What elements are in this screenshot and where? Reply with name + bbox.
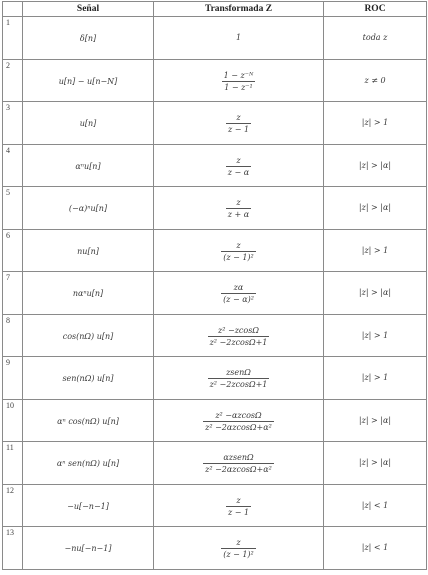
roc-cell: |z| > |α| [324,399,427,442]
roc-cell: |z| > |α| [324,442,427,485]
row-number: 3 [3,102,23,145]
table-row [3,399,427,442]
fraction-denominator: (z − 1)² [223,252,254,262]
transform-value: 1 [235,33,242,43]
transform-cell [154,144,324,187]
table-row [3,17,427,60]
fraction-numerator: αzsenΩ [203,453,274,464]
row-number: 11 [3,442,23,485]
fraction-denominator: 1 − z⁻¹ [224,82,253,92]
signal-cell: αⁿu[n] [23,144,154,187]
transform-cell [154,102,324,145]
table-row [3,102,427,145]
roc-cell: |z| > 1 [324,102,427,145]
table-row [3,357,427,400]
fraction-numerator: 1 − z⁻ᴺ [223,70,254,80]
fraction-denominator: z² −2αzcosΩ+α² [205,465,272,475]
roc-cell: |z| > |α| [324,272,427,315]
header-transform: Transformada Z [154,2,324,17]
fraction-numerator: z² −zcosΩ [208,326,270,337]
transform-cell [154,442,324,485]
fraction-numerator: zα [221,283,256,294]
transform-fraction [208,366,270,389]
roc-cell: |z| > |α| [324,187,427,230]
transform-cell [154,357,324,400]
row-number: 12 [3,484,23,527]
transform-cell [154,399,324,442]
transform-cell [154,272,324,315]
table-row [3,484,427,527]
signal-cell: δ[n] [23,17,154,60]
signal-cell: −u[−n−1] [23,484,154,527]
fraction-numerator: z [226,198,251,209]
fraction-denominator: z − 1 [227,125,250,135]
transform-cell [154,484,324,527]
fraction-denominator: z − 1 [227,507,250,517]
table-row [3,229,427,272]
roc-cell: |z| > 1 [324,357,427,400]
fraction-denominator: z² −2αzcosΩ+α² [205,422,272,432]
signal-cell: nαⁿu[n] [23,272,154,315]
transform-fraction [226,494,251,517]
fraction-numerator: z [221,538,256,549]
transform-cell [154,314,324,357]
fraction-denominator: z² −2zcosΩ+1 [209,337,268,347]
roc-cell: |z| > 1 [324,229,427,272]
roc-cell: z ≠ 0 [324,59,427,102]
fraction-denominator: z + α [227,210,250,220]
transform-fraction [226,196,251,219]
signal-cell: sen(nΩ) u[n] [23,357,154,400]
header-roc: ROC [324,2,427,17]
header-number [3,2,23,17]
signal-cell: −nu[−n−1] [23,527,154,570]
transform-fraction [203,451,274,474]
transform-cell [154,17,324,60]
roc-cell: |z| < 1 [324,484,427,527]
transform-fraction [222,69,256,92]
table-row [3,442,427,485]
signal-cell: u[n] − u[n−N] [23,59,154,102]
transform-fraction [226,154,251,177]
fraction-numerator: z [226,496,251,507]
table-row [3,527,427,570]
signal-cell: αⁿ cos(nΩ) u[n] [23,399,154,442]
table-row [3,187,427,230]
fraction-numerator: zsenΩ [208,368,270,379]
fraction-numerator: z² −αzcosΩ [203,411,274,422]
row-number: 13 [3,527,23,570]
signal-cell: u[n] [23,102,154,145]
roc-cell: |z| < 1 [324,527,427,570]
row-number: 5 [3,187,23,230]
transform-fraction [203,409,274,432]
transform-fraction [208,324,270,347]
transform-fraction [221,281,256,304]
fraction-denominator: z − α [227,167,250,177]
row-number: 2 [3,59,23,102]
transform-fraction [221,536,256,559]
signal-cell: αⁿ sen(nΩ) u[n] [23,442,154,485]
row-number: 7 [3,272,23,315]
transform-cell [154,187,324,230]
signal-cell: (−α)ⁿu[n] [23,187,154,230]
header-row [3,2,427,17]
row-number: 10 [3,399,23,442]
roc-cell: |z| > |α| [324,144,427,187]
transform-cell [154,229,324,272]
fraction-numerator: z [226,156,251,167]
table-row [3,272,427,315]
fraction-denominator: (z − α)² [223,295,254,305]
row-number: 9 [3,357,23,400]
transform-cell [154,59,324,102]
table-row [3,144,427,187]
fraction-numerator: z [221,241,256,252]
row-number: 6 [3,229,23,272]
fraction-denominator: (z − 1)² [223,550,254,560]
fraction-denominator: z² −2zcosΩ+1 [209,380,268,390]
row-number: 1 [3,17,23,60]
row-number: 4 [3,144,23,187]
fraction-numerator: z [226,113,251,124]
transform-cell [154,527,324,570]
transform-fraction [226,111,251,134]
signal-cell: nu[n] [23,229,154,272]
z-transform-table [2,1,427,570]
header-signal: Señal [23,2,154,17]
table-row [3,314,427,357]
signal-cell: cos(nΩ) u[n] [23,314,154,357]
roc-cell: |z| > 1 [324,314,427,357]
table-row [3,59,427,102]
row-number: 8 [3,314,23,357]
transform-fraction [221,239,256,262]
roc-cell: toda z [324,17,427,60]
